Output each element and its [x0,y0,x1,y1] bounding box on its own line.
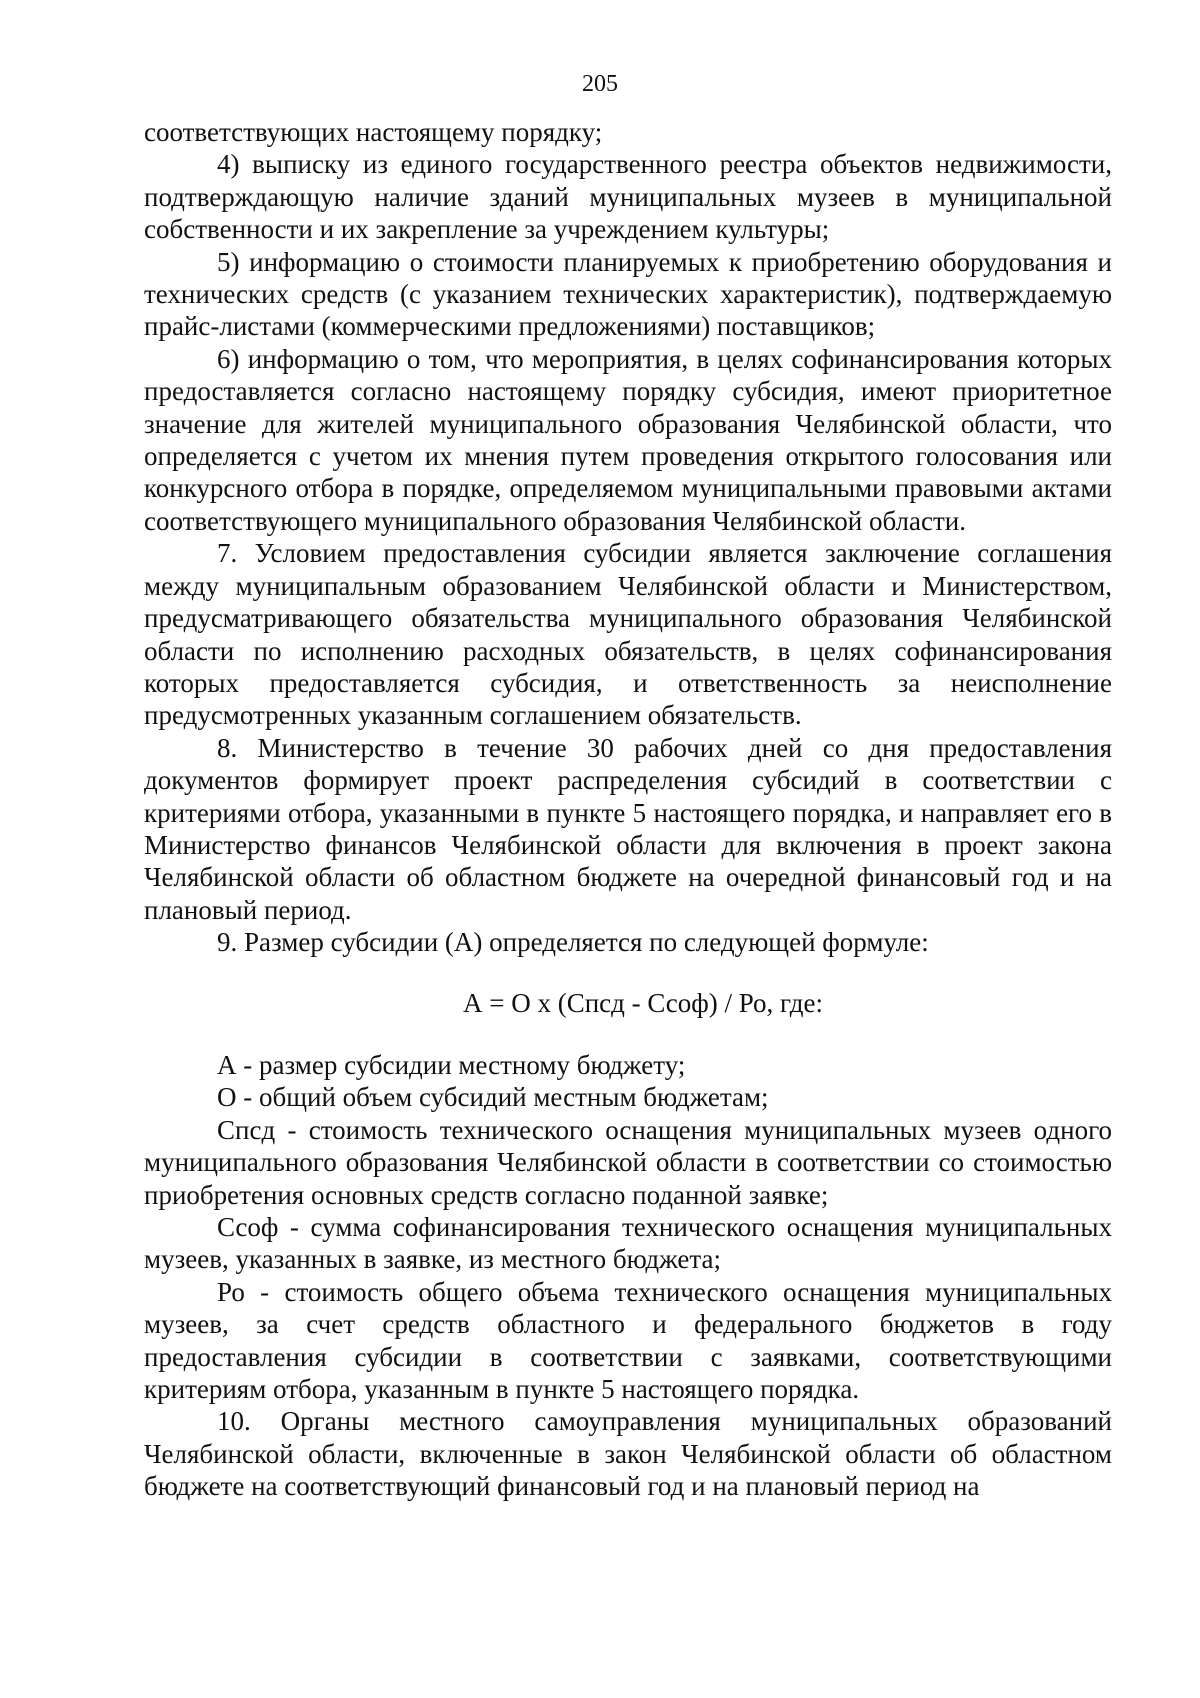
subsidy-formula: А = О х (Спсд - Ссоф) / Ро, где: [463,987,823,1018]
definition-a: А - размер субсидии местному бюджету; [217,1049,686,1080]
definition-ssof: Ссоф - сумма софинансирования технического оснащения муниципальных музеев, указанных в заявке, из местного бюджета; [144,1212,1112,1275]
paragraph-clause-10: 10. Органы местного самоуправления муниципальных образований Челябинской области, включенные в закон Челябинской области об областном бюджете на соответствующий финансовый год и на плановый период на [144,1406,1112,1502]
definition-o: О - общий объем субсидий местным бюджетам; [217,1082,769,1113]
paragraph-item-5: 5) информацию о стоимости планируемых к приобретению оборудования и технических средств (с указанием технических характеристик), подтверждаемую прайс-листами (коммерческими предложениями) поставщиков; [144,246,1112,342]
page-number: 205 [582,71,618,97]
paragraph-clause-7: 7. Условием предоставления субсидии является заключение соглашения между муниципальным образованием Челябинской области и Министерством, предусматривающего обязательства муниципального образования Челябинской области по исполнению расходных обязательств, в целях софинансирования которых предоставляется субсидия, и ответственность за неисполнение предусмотренных указанным соглашением обязательств. [144,538,1112,731]
definition-ro: Ро - стоимость общего объема технического оснащения муниципальных музеев, за счет средств областного и федерального бюджетов в году предоставления субсидии в соответствии с заявками, соответствующими критериям отбора, указанным в пункте 5 настоящего порядка. [144,1276,1112,1405]
paragraph-continuation: соответствующих настоящему порядку; [144,117,603,147]
paragraph-clause-8: 8. Министерство в течение 30 рабочих дней со дня предоставления документов формирует проект распределения субсидий в соответствии с критериями отбора, указанными в пункте 5 настоящего порядка, и направляет его в Министерство финансов Челябинской области для включения в проект закона Челябинской области об областном бюджете на очередной финансовый год и на плановый период. [144,732,1112,925]
paragraph-item-6: 6) информацию о том, что мероприятия, в целях софинансирования которых предоставляется согласно настоящему порядку субсидия, имеют приоритетное значение для жителей муниципального образования Челябинской области, что определяется с учетом их мнения путем проведения открытого голосования или конкурсного отбора в порядке, определяемом муниципальными правовыми актами соответствующего муниципального образования Челябинской области. [144,343,1112,536]
document-body [144,116,1112,1503]
definition-spsd: Спсд - стоимость технического оснащения муниципальных музеев одного муниципального образования Челябинской области в соответствии со стоимостью приобретения основных средств согласно поданной заявке; [144,1114,1112,1210]
paragraph-item-4: 4) выписку из единого государственного реестра объектов недвижимости, подтверждающую наличие зданий муниципальных музеев в муниципальной собственности и их закрепление за учреждением культуры; [144,149,1112,245]
paragraph-clause-9: 9. Размер субсидии (А) определяется по следующей формуле: [217,927,929,958]
